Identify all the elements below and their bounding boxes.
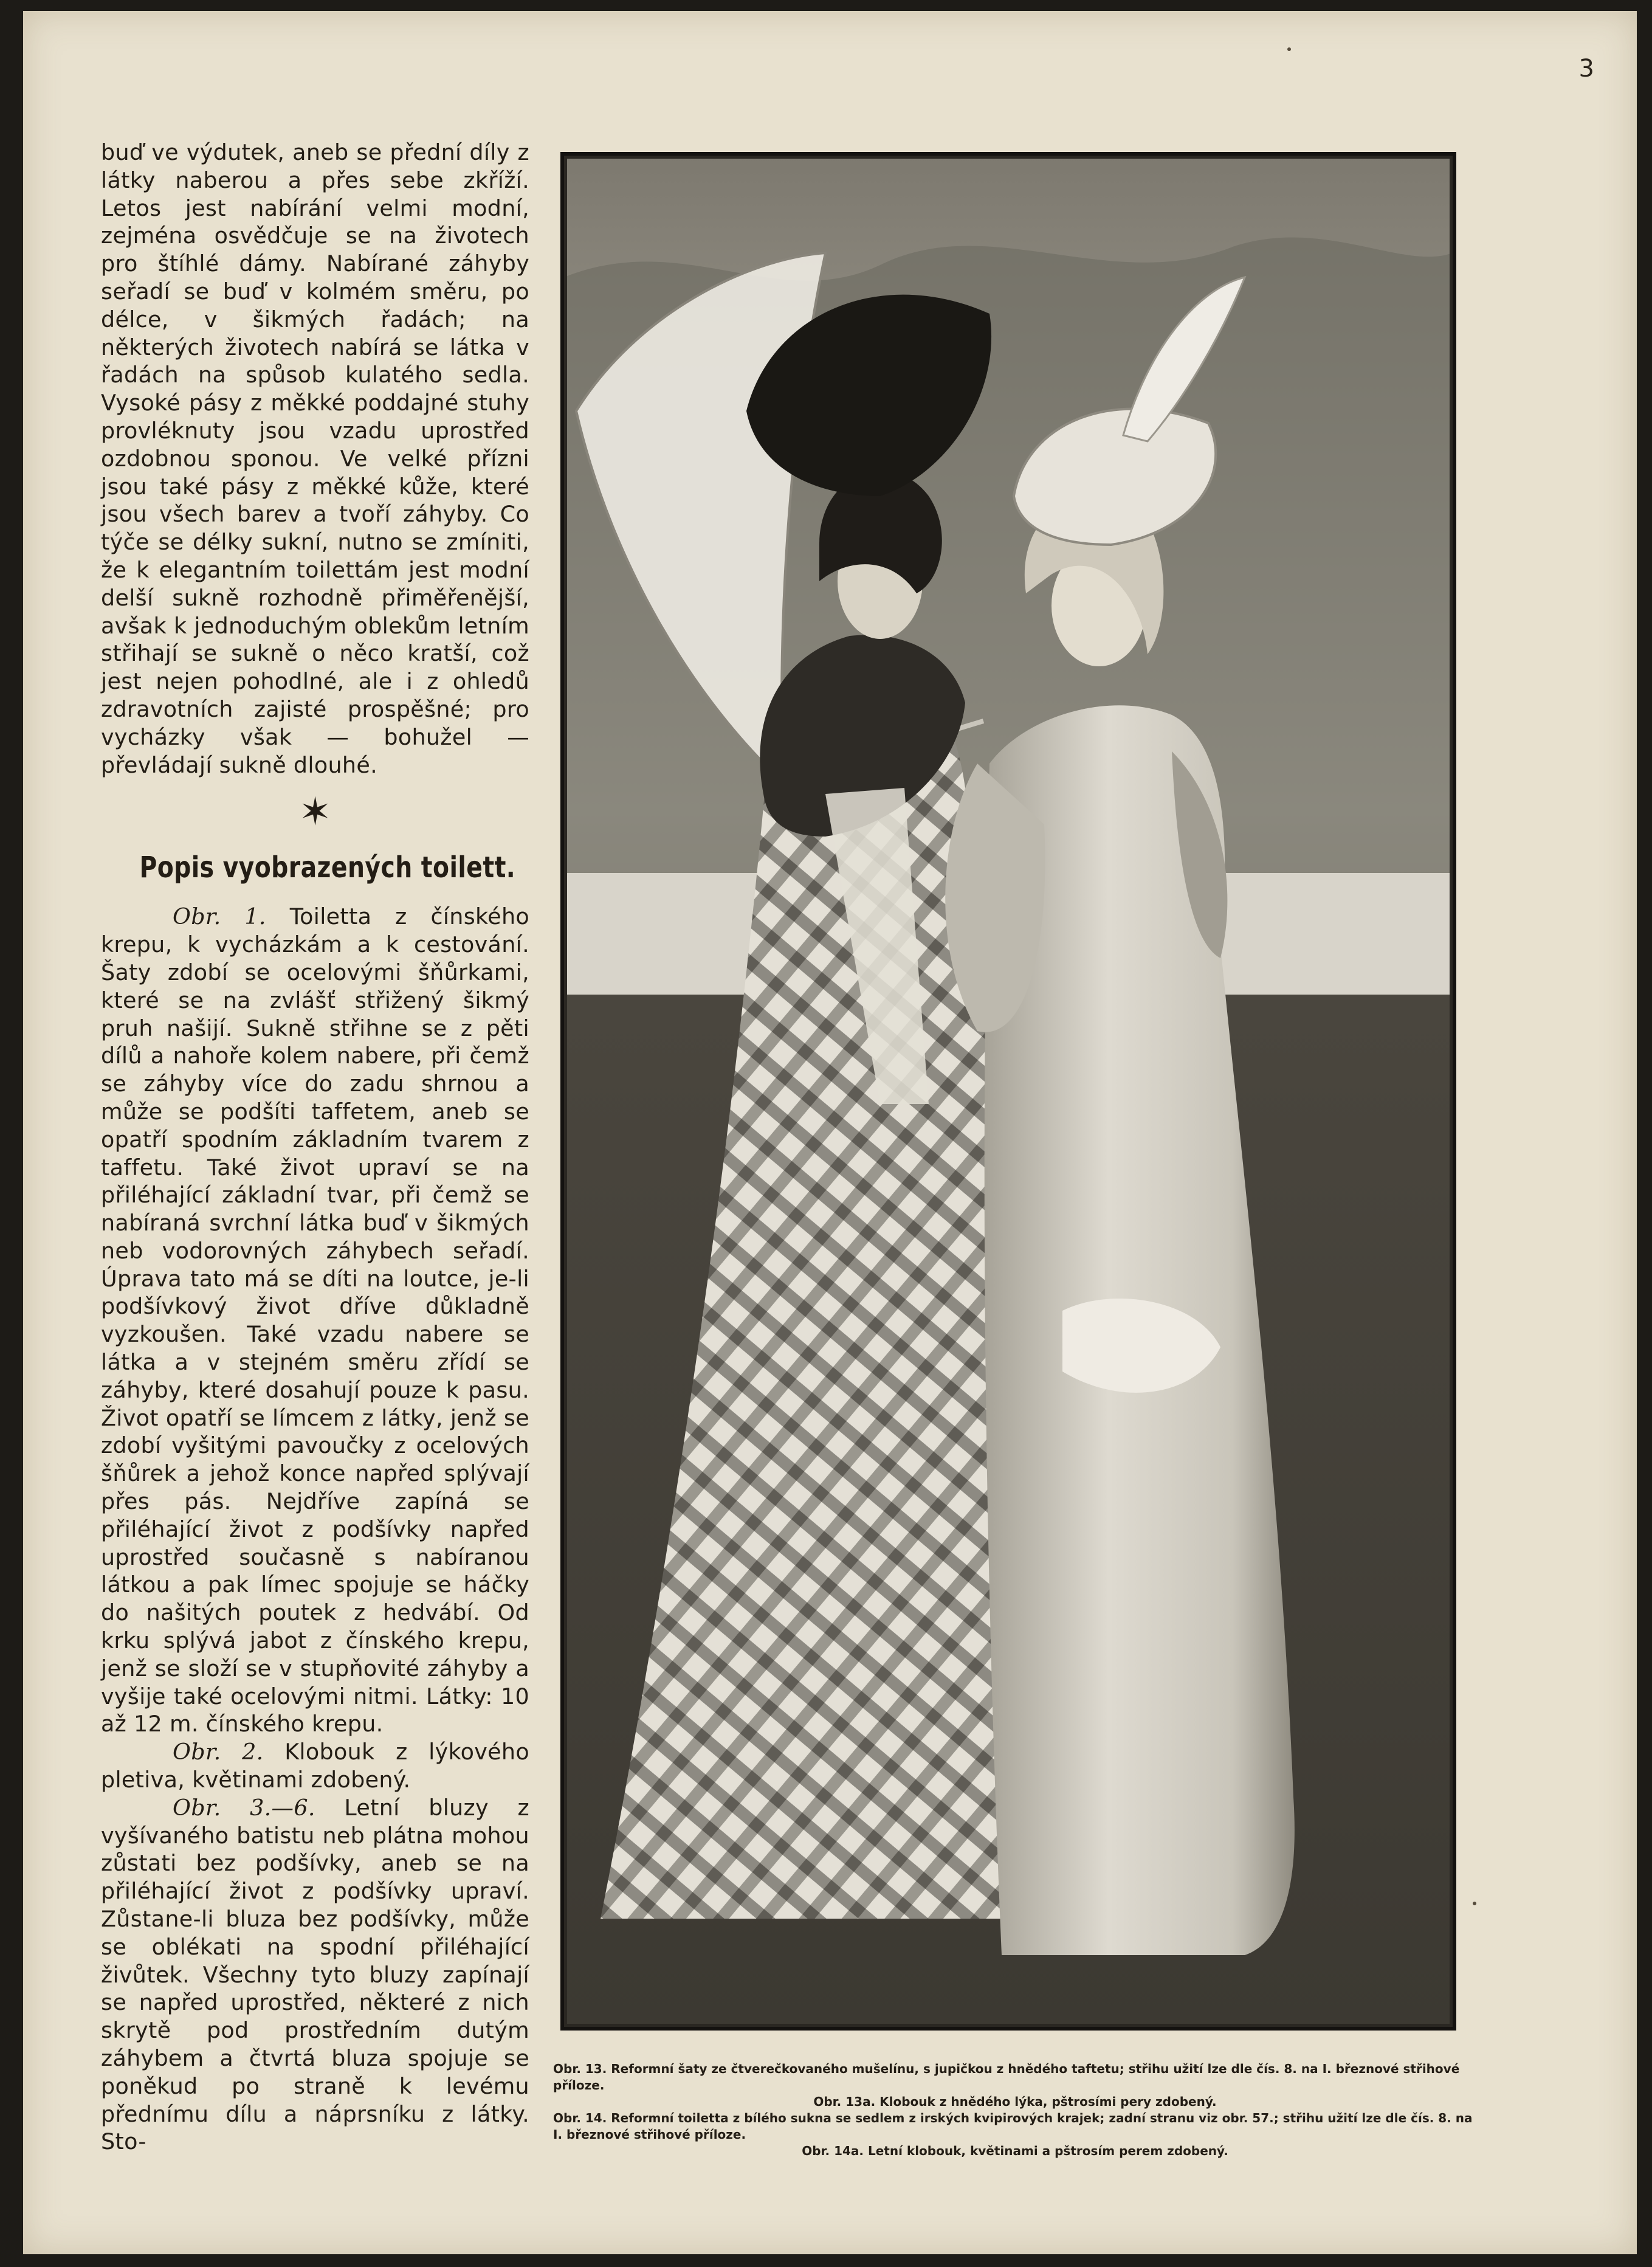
item-obr-1 <box>101 903 529 1738</box>
caption-line: Obr. 14a. Letní klobouk, květinami a pštrosím perem zdobený. <box>802 2144 1228 2158</box>
section-heading: Popis vyobrazených toilett. <box>139 851 516 885</box>
paper-speck <box>1473 1902 1476 1905</box>
item-body: Klobouk z lýkového pletiva, květinami zdobený. <box>101 1739 529 1793</box>
intro-paragraph: buď ve výdutek, aneb se přední díly z látky naberou a přes sebe zkříží. Letos jest nabírání velmi modní, zejména osvědčuje se na životech pro štíhlé dámy. Nabírané záhyby seřadí se buď v kolmém směru, po délce, v šikmých řadách; na některých životech nabírá se látka v řadách na spůsob kulatého sedla. Vysoké pásy z měkké poddajné stuhy provléknuty jsou vzadu uprostřed ozdobnou sponou. Ve velké přízni jsou také pásy z měkké kůže, které jsou všech barev a tvoří záhyby. Co týče se délky sukní, nutno se zmíniti, že k elegantním toilettám jest modní delší sukně rozhodně přiměřenější, avšak k jednoduchým oblekům letním střihají se sukně o něco kratší, což jest nejen pohodlné, ale i z ohledů zdravotních zajisté prospěšné; pro vycházky však — bohužel — převládají sukně dlouhé. <box>101 139 529 778</box>
item-label: Obr. 3.—6. <box>173 1794 315 1821</box>
fashion-plate-illustration <box>560 152 1456 2031</box>
caption-line: Obr. 13. Reformní šaty ze čtverečkovaného mušelínu, s jupičkou z hnědého taftetu; střihu užití lze dle čís. 8. na I. březnové střihové příloze. <box>553 2062 1460 2093</box>
star-ornament: ✶ <box>298 790 332 835</box>
item-obr-2 <box>101 1738 529 1794</box>
item-label: Obr. 2. <box>173 1739 264 1765</box>
magazine-page <box>23 11 1637 2254</box>
paper-speck <box>1287 47 1291 51</box>
text-column <box>101 139 529 2156</box>
item-body: Toiletta z čínského krepu, k vycházkám a k cestování. Šaty zdobí se ocelovými šňůrkami, které se na zvlášť střižený šikmý pruh našijí. Sukně střihne se z pěti dílů a nahoře kolem nabere, při čemž se záhyby více do zadu shrnou a může se podšíti taffetem, aneb se opatří spodním základním tvarem z taffetu. Také život upraví se na přiléhající základní tvar, při čemž se nabíraná svrchní látka buď v šikmých neb vodorovných záhybech seřadí. Úprava tato má se díti na loutce, je-li podšívkový život dříve důkladně vyzkoušen. Také vzadu nabere se látka a v stejném směru zřídí se záhyby, které dosahují pouze k pasu. Život opatří se límcem z látky, jenž se zdobí vyšitými pavoučky z ocelových šňůrek a jehož konce napřed splývají přes pás. Nejdříve zapíná se přiléhající život z podšívky napřed uprostřed současně s nabíranou látkou a pak límec spojuje se háčky do našitých poutek z hedvábí. Od krku splývá jabot z čínského krepu, jenž se složí se v stupňovité záhyby a vyšije také ocelovými nitmi. Látky: 10 až 12 m. čínského krepu. <box>101 903 530 1737</box>
caption-line: Obr. 13a. Klobouk z hnědého lýka, pštrosími pery zdobený. <box>813 2094 1217 2109</box>
item-body: Letní bluzy z vyšívaného batistu neb plátna mohou zůstati bez podšívky, aneb se na přiléhající život z podšívky upraví. Zůstane-li bluza bez podšívky, může se oblékati na spodní přiléhající živůtek. Všechny tyto bluzy zapínají se napřed uprostřed, některé z nich skrytě pod prostředním dutým záhybem a čtvrtá bluza spojuje se poněkud po straně k levému přednímu dílu a náprsníku z látky. Sto- <box>101 1794 529 2155</box>
caption-line: Obr. 14. Reformní toiletta z bílého sukna se sedlem z irských kvipirových krajek; zadní stranu viz obr. 57.; střihu užití lze dle čís. 8. na I. březnové střihové příloze. <box>553 2111 1473 2142</box>
item-obr-3-6 <box>101 1794 529 2156</box>
plate-caption <box>553 2061 1477 2159</box>
page-number: 3 <box>1578 55 1594 83</box>
item-label: Obr. 1. <box>173 903 266 930</box>
